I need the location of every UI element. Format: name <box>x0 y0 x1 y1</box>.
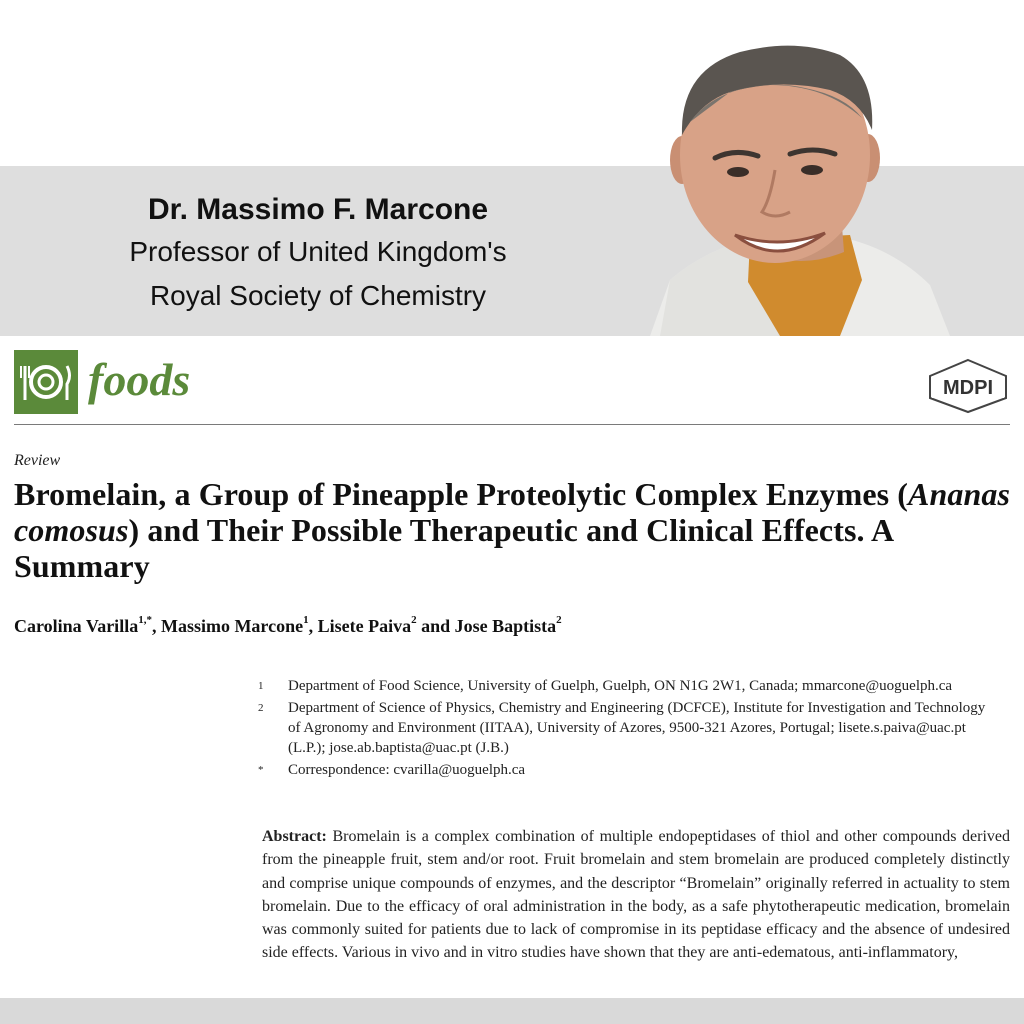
author-affiliation-marker: 1,* <box>138 614 152 626</box>
author-affiliation-marker: 1 <box>303 614 309 626</box>
affiliation-marker: 1 <box>258 680 264 692</box>
affiliation-item <box>258 676 998 696</box>
author-separator: , <box>151 616 161 636</box>
abstract <box>262 825 1010 965</box>
title-species: Ananas comosus <box>14 476 1011 548</box>
abstract-label: Abstract: <box>262 828 327 845</box>
author-name: Lisete Paiva <box>317 616 412 636</box>
author-affiliation-marker: 2 <box>411 614 417 626</box>
portrait-photo <box>630 30 960 336</box>
publisher-logo <box>926 358 1010 414</box>
banner-title-line-2: Royal Society of Chemistry <box>149 280 487 311</box>
author-name: Carolina Varilla <box>14 616 139 636</box>
affiliation-marker: * <box>258 764 264 776</box>
article-type: Review <box>14 452 61 469</box>
journal-logo <box>14 350 78 414</box>
affiliation-text: Department of Food Science, University of Guelph, Guelph, ON N1G 2W1, Canada; mmarcone@uoguelph.ca <box>288 678 953 694</box>
author-separator: and <box>416 616 455 636</box>
header-rule <box>14 424 1010 425</box>
author-name: Jose Baptista <box>454 616 557 636</box>
banner-text <box>0 190 636 318</box>
author-affiliation-marker: 2 <box>556 614 562 626</box>
author-separator: , <box>308 616 318 636</box>
banner-title-line-1: Professor of United Kingdom's <box>129 236 507 267</box>
author-name: Massimo Marcone <box>160 616 304 636</box>
article-title <box>14 476 1014 584</box>
publisher-name: MDPI <box>943 377 993 399</box>
affiliation-text: Department of Science of Physics, Chemistry and Engineering (DCFCE), Institute for Investigation and Technology of Agronomy and Environment (IITAA), University of Azores, 9500-321 Azores, Portugal; lisete.s.paiva@uac.pt (L.P.); jose.ab.baptista@uac.pt (J.B.) <box>288 700 986 756</box>
affiliation-text: Correspondence: cvarilla@uoguelph.ca <box>288 762 526 778</box>
affiliation-item <box>258 698 998 758</box>
bottom-band <box>0 998 1024 1024</box>
affiliation-item <box>258 760 998 780</box>
banner-name: Dr. Massimo F. Marcone <box>147 193 489 226</box>
title-part-2: ) and Their Possible Therapeutic and Clinical Effects. A Summary <box>14 512 893 584</box>
title-part-1: Bromelain, a Group of Pineapple Proteolytic Complex Enzymes ( <box>14 476 909 512</box>
affiliation-marker: 2 <box>258 702 264 714</box>
author-list <box>14 616 562 637</box>
abstract-text: Bromelain is a complex combination of multiple endopeptidases of thiol and other compounds derived from the pineapple fruit, stem and/or root. Fruit bromelain and stem bromelain are produced completely distinctly and comprise unique compounds of enzymes, and the descriptor “Bromelain” originally referred in actuality to stem bromelain. Due to the efficacy of oral administration in the body, as a safe phytotherapeutic medication, bromelain was commonly suited for patients due to lack of compromise in its peptidase efficacy and the absence of undesired side effects. Various in vivo and in vitro studies have shown that they are anti-edematous, anti-inflammatory, <box>262 828 1011 962</box>
journal-name: foods <box>88 354 191 405</box>
affiliation-list <box>258 676 998 782</box>
